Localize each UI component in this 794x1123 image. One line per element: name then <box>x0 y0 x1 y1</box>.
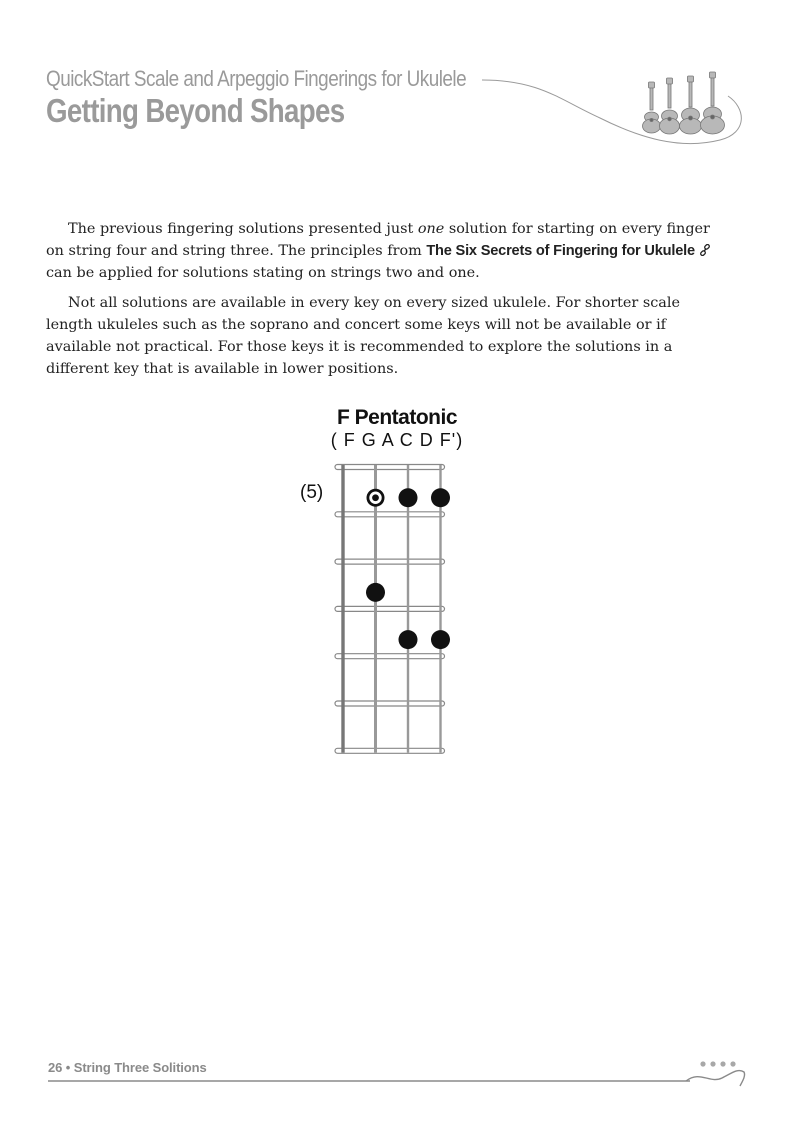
six-secrets-link-label: The Six Secrets of Fingering for Ukulele <box>426 243 695 259</box>
p1-emphasis: one <box>417 221 445 237</box>
p1-text-start: The previous fingering solutions presented just <box>68 221 418 237</box>
page-number: 26 <box>48 1060 63 1075</box>
p1-text-middle: solution for starting on every finger on string four and string three. The principles from <box>46 221 710 259</box>
header-subtitle: QuickStart Scale and Arpeggio Fingerings for Ukulele <box>46 66 467 91</box>
p2-text: Not all solutions are available in every key on every sized ukulele. For shorter scale length ukuleles such as the soprano and concert some keys will not be available or if available not practical. For those keys it is recommended to explore the solutions in a different key that is available in lower positions. <box>46 295 681 377</box>
footer-dots <box>700 1061 735 1066</box>
page-title: Getting Beyond Shapes <box>46 92 345 129</box>
diagram-title: F Pentatonic <box>336 406 457 429</box>
footer-section: String Three Solitions <box>73 1060 207 1075</box>
start-fret-label: (5) <box>300 482 324 503</box>
diagram-notes: ( F G A C D F') <box>330 430 464 450</box>
p1-text-end: can be applied for solutions stating on strings two and one. <box>46 265 480 281</box>
footer-separator: • <box>65 1060 71 1075</box>
